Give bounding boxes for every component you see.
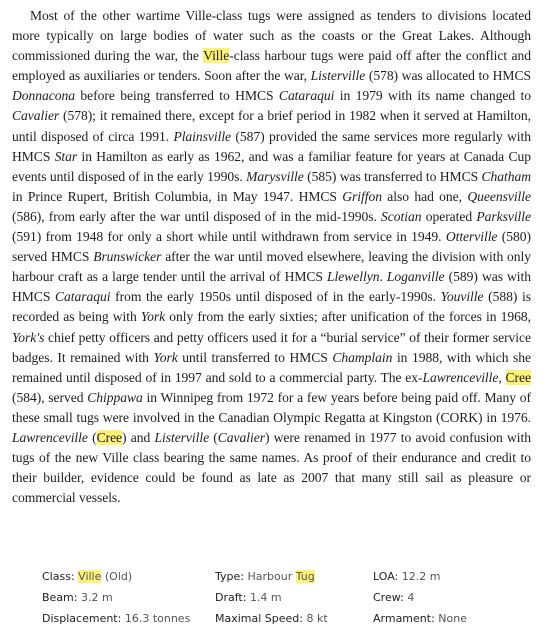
text-run: ) were renamed in 1977 to avoid confusion with tugs of the new Ville class bearing the same names. As proof of their endurance and credit to their builder, evidence could be found as late as 2007 that many still sail as pleasure or commercial vessels. <box>12 429 532 506</box>
text-run: (587) provided the same services more regularly with HMCS <box>12 128 532 164</box>
text-run: in Hamilton as early as 1962, and was a familiar feature for years at Canada Cup events until disposed of in the early 1990s. <box>12 148 532 184</box>
spec-displacement: Displacement: 16.3 tonnes <box>42 612 191 625</box>
spec-armament: Armament: None <box>373 612 467 625</box>
ship-name-italic: York <box>140 309 166 325</box>
text-run: in 1979 with its name changed to <box>334 88 531 104</box>
text-run: -class harbour tugs were paid off after the conflict and employed as auxiliaries or tenders. Soon after the war, <box>12 48 531 84</box>
spec-row-2 <box>42 587 522 608</box>
text-run: only from the early sixties; after unification of the forces in 1968, <box>165 309 531 325</box>
spec-draft: Draft: 1.4 m <box>215 591 282 604</box>
highlight-ville: Ville <box>78 570 102 583</box>
text-run: (591) from 1948 for only a short while until withdrawn from service in 1949. <box>12 229 446 245</box>
highlight-tug: Tug <box>295 570 315 583</box>
ship-name-italic: Queensville <box>467 188 531 204</box>
ship-name-italic: Llewellyn <box>327 269 380 285</box>
text-run: (578); it remained there, except for a brief period in 1982 when it served at Hamilton, until disposed of circa 1991. <box>12 108 531 144</box>
specifications-block <box>42 566 522 629</box>
ship-name-italic: Listerville <box>154 429 210 445</box>
ship-name-italic: Lawrenceville <box>12 429 88 445</box>
text-run: (586), from early after the war until disposed of in the mid-1990s. <box>12 208 382 224</box>
ship-name-italic: Cavalier <box>217 429 265 445</box>
text-run: (578) was allocated to HMCS <box>365 68 532 84</box>
text-run: (584), served <box>12 389 88 405</box>
text-run: in Prince Rupert, British Columbia, in May 1947. HMCS <box>12 188 343 204</box>
ship-name-italic: York's <box>12 329 45 345</box>
spec-row-1 <box>42 566 522 587</box>
ship-name-italic: Otterville <box>445 229 498 245</box>
text-run: (589) was with HMCS <box>12 269 531 305</box>
ship-name-italic: Star <box>54 148 78 164</box>
ship-name-italic: Cavalier <box>12 108 60 124</box>
text-run: (585) was transferred to HMCS <box>303 168 482 184</box>
highlighted-term: Cree <box>505 369 531 385</box>
ship-name-italic: Loganville <box>386 269 445 285</box>
text-run: before being transferred to HMCS <box>74 88 279 104</box>
text-run: until transferred to HMCS <box>177 349 333 365</box>
spec-crew: Crew: 4 <box>373 591 415 604</box>
text-run: Most of the other wartime Ville-class tugs were assigned as tenders to divisions located more typically on large bodies of water such as the coasts or the Great Lakes. Although commissioned during the war, the <box>12 8 531 64</box>
text-run: (580) served HMCS <box>12 229 531 265</box>
ship-name-italic: Griffon <box>342 188 382 204</box>
ship-name-italic: Donnacona <box>12 88 75 104</box>
highlighted-term: Ville <box>203 48 230 64</box>
ship-name-italic: York <box>153 349 178 365</box>
text-run: , <box>498 369 506 385</box>
body-paragraph <box>12 6 531 508</box>
ship-name-italic: Scotian <box>381 208 422 224</box>
ship-name-italic: Chippawa <box>87 389 143 405</box>
spec-row-3 <box>42 608 522 629</box>
spec-beam: Beam: 3.2 m <box>42 591 113 604</box>
ship-name-italic: Plainsville <box>173 128 232 144</box>
text-run: . <box>379 269 387 285</box>
ship-name-italic: Cataraqui <box>55 289 111 305</box>
text-run: (588) is recorded as being with <box>12 289 531 325</box>
ship-name-italic: Youville <box>440 289 484 305</box>
text-run: operated <box>421 208 477 224</box>
text-run: ) and <box>122 429 155 445</box>
ship-name-italic: Listerville <box>310 68 366 84</box>
spec-type: Type: Harbour Tug <box>215 570 315 583</box>
ship-name-italic: Chatham <box>481 168 531 184</box>
ship-name-italic: Marysville <box>246 168 304 184</box>
highlighted-term: Cree <box>96 429 123 445</box>
ship-name-italic: Lawrenceville <box>422 369 499 385</box>
text-run: in Winnipeg from 1972 for a few years before being paid off. Many of these small tugs were involved in the Canadian Olympic Regatta at Kingston (CORK) in 1976. <box>12 389 531 425</box>
spec-speed: Maximal Speed: 8 kt <box>215 612 328 625</box>
ship-name-italic: Parksville <box>476 208 531 224</box>
text-run: after the war until moved elsewhere, leaving the division with only harbour craft as a large tender until the arrival of HMCS <box>12 249 531 285</box>
text-run: from the early 1950s until disposed of in the early-1990s. <box>110 289 441 305</box>
ship-name-italic: Cataraqui <box>278 88 335 104</box>
spec-loa: LOA: 12.2 m <box>373 570 441 583</box>
text-run: in 1988, with which she remained until disposed of in 1997 and sold to a commercial party. The ex- <box>12 349 531 385</box>
ship-name-italic: Brunswicker <box>93 249 162 265</box>
text-run: also had one, <box>381 188 468 204</box>
text-run: ( <box>209 429 218 445</box>
text-run: chief petty officers and petty officers used it for a “burial service” of their former service badges. It remained with <box>12 329 531 365</box>
text-run: ( <box>87 429 97 445</box>
ship-name-italic: Champlain <box>332 349 393 365</box>
spec-class: Class: Ville (Old) <box>42 570 133 583</box>
